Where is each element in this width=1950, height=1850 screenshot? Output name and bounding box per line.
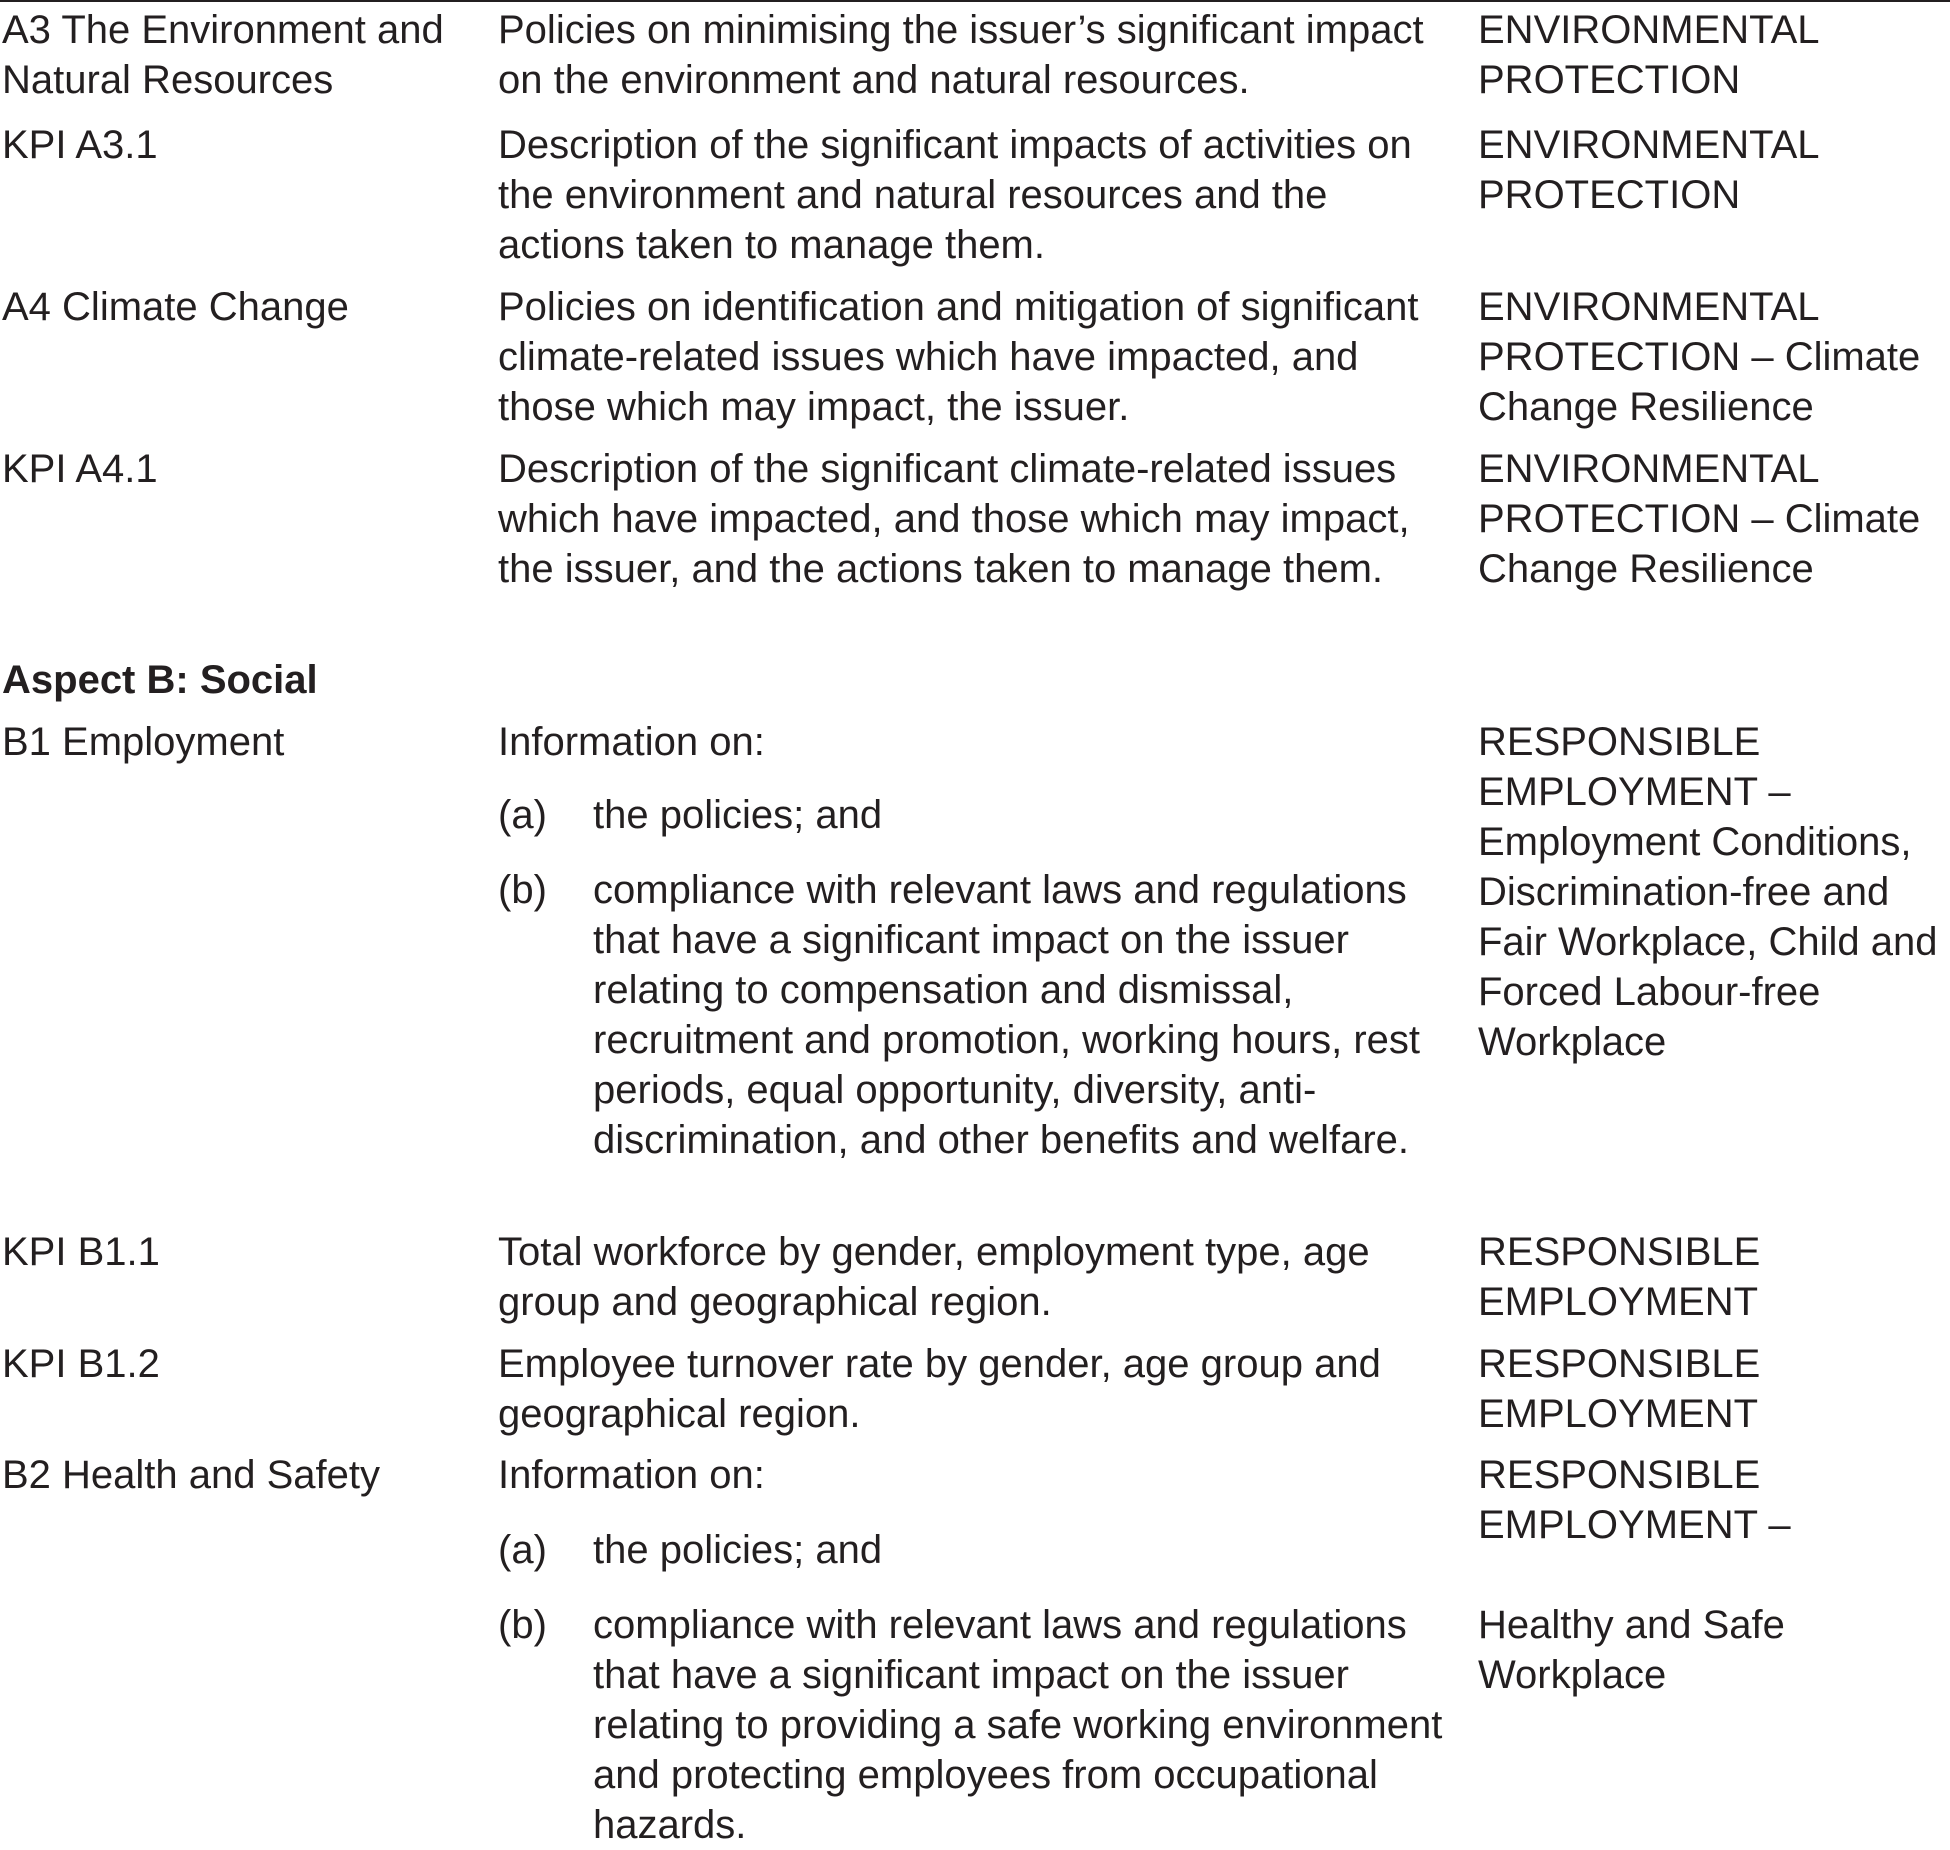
top-rule <box>0 0 1950 2</box>
row-section: ENVIRONMENTAL PROTECTION – Climate Change Resilience <box>1478 447 1921 591</box>
row-description: Policies on identification and mitigation of significant climate-related issues which have impacted, and those which may impact, the issuer. <box>498 285 1419 429</box>
row-section: RESPONSIBLE EMPLOYMENT – <box>1478 1453 1791 1547</box>
row-section: ENVIRONMENTAL PROTECTION <box>1478 8 1819 102</box>
row-section: RESPONSIBLE EMPLOYMENT <box>1478 1342 1761 1436</box>
row-intro: Information on: <box>498 720 765 764</box>
list-marker: (b) <box>498 868 547 912</box>
row-code: A4 Climate Change <box>2 285 349 329</box>
row-code: KPI A3.1 <box>2 123 158 167</box>
row-code: KPI B1.1 <box>2 1230 160 1274</box>
list-text: compliance with relevant laws and regulations that have a significant impact on the issuer relating to compensation and dismissal, recruitment and promotion, working hours, rest periods, equal opportunity, diversity, anti-discrimination, and other benefits and welfare. <box>593 868 1421 1162</box>
row-code: KPI A4.1 <box>2 447 158 491</box>
list-text: compliance with relevant laws and regulations that have a significant impact on the issuer relating to providing a safe working environment and protecting employees from occupational hazards. <box>593 1603 1443 1847</box>
row-code: KPI B1.2 <box>2 1342 160 1386</box>
aspect-heading: Aspect B: Social <box>2 658 318 702</box>
row-code: A3 The Environment and Natural Resources <box>2 8 444 102</box>
row-section: ENVIRONMENTAL PROTECTION – Climate Change Resilience <box>1478 285 1921 429</box>
row-description: Policies on minimising the issuer’s significant impact on the environment and natural resources. <box>498 8 1424 102</box>
list-marker: (b) <box>498 1603 547 1647</box>
row-intro: Information on: <box>498 1453 765 1497</box>
list-marker: (a) <box>498 793 547 837</box>
list-marker: (a) <box>498 1528 547 1572</box>
row-section: RESPONSIBLE EMPLOYMENT – Employment Conditions, Discrimination-free and Fair Workplace, Child and Forced Labour-free Workplace <box>1478 720 1938 1064</box>
list-text: the policies; and <box>593 1528 883 1572</box>
row-description: Employee turnover rate by gender, age group and geographical region. <box>498 1342 1381 1436</box>
row-code: B1 Employment <box>2 720 285 764</box>
row-code: B2 Health and Safety <box>2 1453 381 1497</box>
row-section: RESPONSIBLE EMPLOYMENT <box>1478 1230 1761 1324</box>
row-section-continued: Healthy and Safe Workplace <box>1478 1603 1785 1697</box>
row-description: Description of the significant impacts of activities on the environment and natural resources and the actions taken to manage them. <box>498 123 1412 267</box>
list-text: the policies; and <box>593 793 883 837</box>
row-section: ENVIRONMENTAL PROTECTION <box>1478 123 1819 217</box>
row-description: Total workforce by gender, employment type, age group and geographical region. <box>498 1230 1370 1324</box>
row-description: Description of the significant climate-related issues which have impacted, and those which may impact, the issuer, and the actions taken to manage them. <box>498 447 1410 591</box>
